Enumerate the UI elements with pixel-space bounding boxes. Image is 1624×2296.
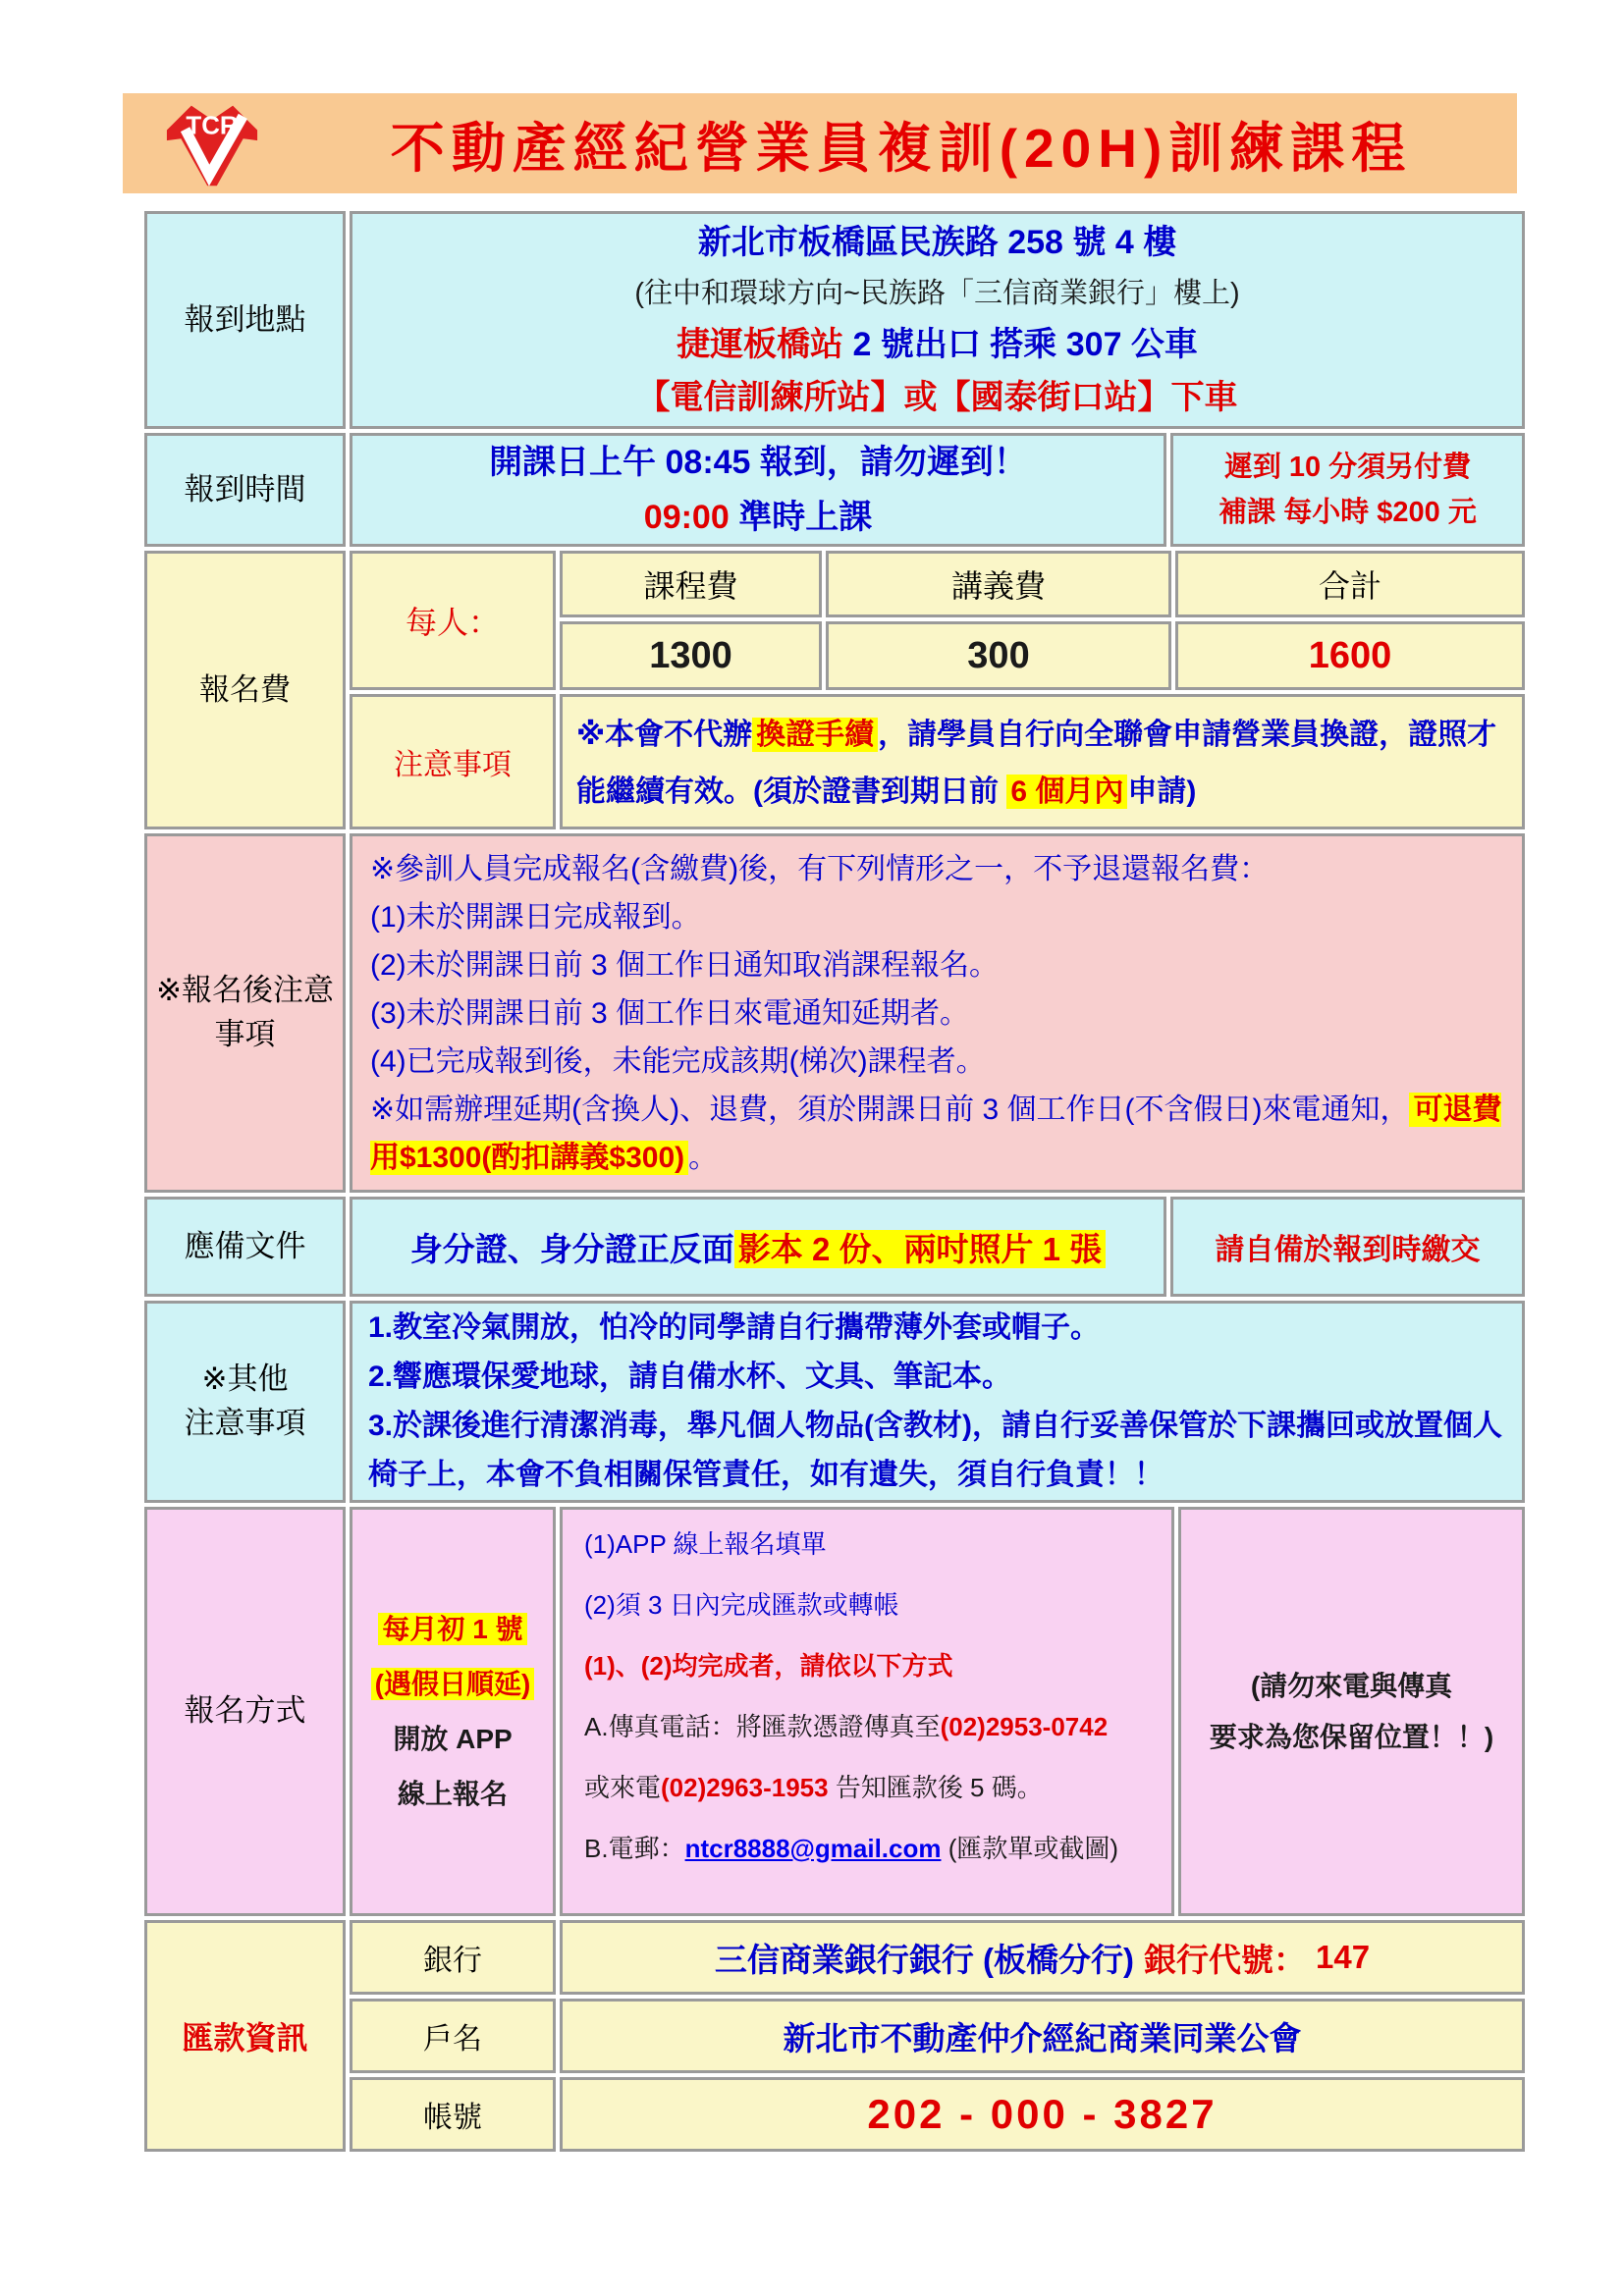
apply-when-online: 線上報名 [397,1778,508,1809]
apply-when-app: 開放 APP [393,1723,513,1754]
fee-label: 報名費 [144,551,346,829]
late-fee-line2: 補課 每小時 $200 元 [1218,497,1477,528]
late-fee-line1: 遲到 10 分須另付費 [1223,452,1472,483]
location-content [350,211,1525,429]
after-rule-4: (4)已完成報到後，未能完成該期(梯次)課程者。 [370,1044,986,1078]
section-bank-info [144,1920,1525,2152]
apply-when-postpone [371,1657,535,1712]
apply-warning-line1: (請勿來電與傳真 [1250,1670,1453,1701]
after-label-line1: ※報名後注意 [156,973,334,1008]
fee-col-handout: 講義費 [826,551,1171,617]
apply-note [584,1910,1095,1916]
bank-account-number-row [560,2077,1525,2152]
after-refund-seg1: ※如需辦理延期(含換人)、退費，須於開課日前 3 個工作日(不含假日)來電通知， [370,1093,1410,1126]
time-start-text: 準時上課 [729,499,873,536]
apply-warning-line2: 要求為您保留位置！！) [1209,1721,1494,1752]
apply-email-suffix: (匯款單或截圖) [941,1834,1119,1863]
section-fee [144,551,1525,829]
after-rule-intro: ※參訓人員完成報名(含繳費)後，有下列情形之一，不予退還報名費： [370,852,1270,885]
section-apply-method [144,1507,1525,1916]
after-rule-1: (1)未於開課日完成報到。 [370,900,701,934]
apply-step-3: (1)、(2)均完成者，請依以下方式 [584,1651,953,1681]
header-banner [123,93,1517,193]
fee-note-label: 注意事項 [350,694,556,829]
time-label: 報到時間 [144,433,346,547]
after-refund-highlight: 可退費用$1300(酌扣講義$300) [370,1093,1502,1174]
docs-content [350,1197,1166,1297]
location-label: 報到地點 [144,211,346,429]
tcr-logo-icon [138,96,286,190]
fee-note-seg2: ，請學員自行向全聯會申請營業員換證，證照才能繼續有效。(須於證書到期日前 [576,719,1497,808]
apply-when-date-highlight: 每月初 1 號 [378,1613,526,1645]
docs-required-line [410,1224,1106,1270]
bank-name: 三信商業銀行銀行 (板橋分行) [714,1941,1135,1978]
bank-field-account-name: 戶名 [350,1999,556,2073]
apply-when-postpone-highlight: (遇假日順延) [371,1668,535,1700]
section-time [144,433,1525,547]
section-after-registration [144,833,1525,1193]
docs-bring-note [1170,1197,1525,1297]
section-location [144,211,1525,429]
after-label-line2: 事項 [214,1017,276,1051]
bank-account-name: 新北市不動產仲介經紀商業同業公會 [783,2019,1302,2056]
after-label [144,833,346,1193]
apply-call-suffix: 告知匯款後 5 碼。 [828,1773,1043,1802]
apply-when-date [378,1602,526,1657]
apply-when [350,1507,556,1916]
section-documents [144,1197,1525,1297]
bank-field-account-number: 帳號 [350,2077,556,2152]
time-content [350,433,1166,547]
apply-email-prefix: B.電郵： [584,1834,685,1863]
other-label-line1: ※其他 [201,1362,289,1397]
apply-email-line [584,1834,1118,1863]
apply-call-number: (02)2963-1953 [661,1773,829,1802]
bank-code: 147 [1316,1939,1371,1975]
docs-bring-text: 請自備於報到時繳交 [1215,1234,1481,1266]
location-transit [677,318,1198,371]
apply-steps [560,1507,1174,1916]
email-link[interactable]: ntcr8888@gmail.com [684,1834,942,1863]
apply-fax-line [584,1712,1108,1741]
other-note-2: 2.響應環保愛地球，請自備水杯、文具、筆記本。 [368,1361,1012,1393]
time-late-penalty [1170,433,1525,547]
bank-account-name-row [560,1999,1525,2073]
other-content [350,1301,1525,1503]
info-table [144,211,1525,2156]
logo-text: TCR [186,112,239,140]
location-direction: (往中和環球方向~民族路「三信商業銀行」樓上) [634,278,1240,309]
location-bus: 2 號出口 搭乘 307 公車 [843,326,1198,363]
apply-fax-prefix: A.傳真電話：將匯款憑證傳真至 [584,1712,941,1741]
apply-call-line [584,1773,1043,1802]
bank-name-row [560,1920,1525,1995]
apply-step-2: (2)須 3 日內完成匯款或轉帳 [584,1590,899,1620]
docs-label: 應備文件 [144,1197,346,1297]
fee-note-seg3: 申請) [1127,775,1197,808]
bank-field-bank: 銀行 [350,1920,556,1995]
time-start-hour: 09:00 [643,499,730,536]
other-note-3: 3.於課後進行清潔消毒，舉凡個人物品(含教材)，請自行妥善保管於下課攜回或放置個人椅子上，本會不負相關保管責任，如有遺失，須自行負責！！ [368,1410,1502,1491]
fee-col-course: 課程費 [560,551,822,617]
location-mrt-station: 捷運板橋站 [677,326,844,363]
docs-copies-highlight: 影本 2 份、兩吋照片 1 張 [734,1230,1106,1268]
apply-fax-number: (02)2953-0742 [940,1712,1109,1741]
other-label [144,1301,346,1503]
bank-code-label: 銀行代號： [1144,1941,1307,1978]
bank-account-number: 202 - 000 - 3827 [867,2091,1218,2137]
after-refund-rule [370,1086,1504,1182]
apply-label: 報名方式 [144,1507,346,1916]
page-title: 不動產經紀營業員複訓(20H)訓練課程 [390,117,1413,179]
other-note-1: 1.教室冷氣開放，怕冷的同學請自行攜帶薄外套或帽子。 [368,1311,1101,1344]
fee-value-total: 1600 [1175,621,1525,690]
fee-note-content [560,694,1525,829]
after-rule-2: (2)未於開課日前 3 個工作日通知取消課程報名。 [370,948,1000,982]
fee-note-highlight1: 換證手續 [752,718,878,752]
fee-col-total: 合計 [1175,551,1525,617]
after-content [350,833,1525,1193]
apply-step-1: (1)APP 線上報名填單 [584,1529,827,1559]
after-rule-3: (3)未於開課日前 3 個工作日來電通知延期者。 [370,996,970,1030]
docs-id-text: 身分證、身分證正反面 [409,1230,734,1267]
fee-value-course: 1300 [560,621,822,690]
after-refund-seg2: 。 [688,1141,719,1174]
fee-note-highlight2: 6 個月內 [1006,774,1127,809]
location-address: 新北市板橋區民族路 258 號 4 樓 [697,224,1177,261]
section-other-notes [144,1301,1525,1503]
fee-value-handout: 300 [826,621,1171,690]
bank-label: 匯款資訊 [144,1920,346,2152]
time-start [644,490,872,545]
apply-warning [1178,1507,1525,1916]
apply-call-prefix: 或來電 [584,1773,662,1802]
time-checkin: 開課日上午 08:45 報到，請勿遲到！ [489,444,1027,481]
fee-note-seg1: ※本會不代辦 [576,719,753,751]
other-label-line2: 注意事項 [184,1406,306,1440]
location-bus-stops: 【電信訓練所站】或【國泰街口站】下車 [636,379,1238,416]
fee-per-person: 每人： [350,551,556,690]
